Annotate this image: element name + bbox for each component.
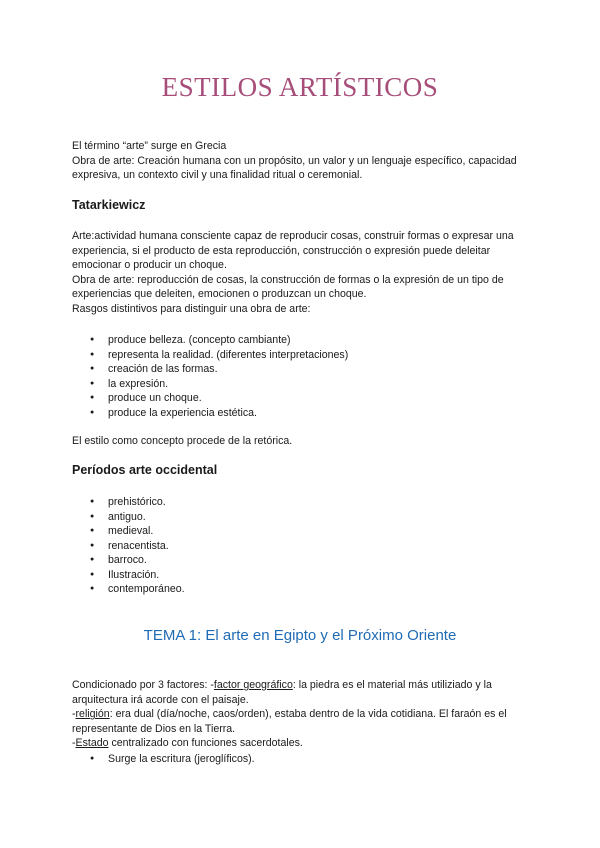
art-definition: Arte:actividad humana consciente capaz de reproducir cosas, construir formas o expresar una experiencia, si el producto de esta reproducción, construcción o expresión puede deleitar emocionar o producir un choque. [72, 230, 514, 272]
list-item: ● produce un choque. [72, 391, 348, 406]
estado-paragraph [72, 736, 532, 751]
text-span: centralizado con funciones sacerdotales. [108, 737, 303, 750]
estilo-text: El estilo como concepto procede de la retórica. [72, 435, 293, 447]
list-item: ● la expresión. [72, 377, 348, 392]
rasgos-intro: Rasgos distintivos para distinguir una obra de arte: [72, 302, 311, 315]
tatarkiewicz-heading: Tatarkiewicz [72, 198, 146, 212]
text-span: - [72, 737, 76, 750]
list-item: ● Surge la escritura (jeroglíficos). [72, 752, 255, 767]
intro-line: El término “arte” surge en Grecia [72, 140, 227, 152]
text-span: Condicionado por 3 factores: - [72, 679, 214, 691]
list-item: ● creación de las formas. [72, 362, 348, 377]
tema1-block [72, 678, 532, 751]
factor-geografico-paragraph [72, 678, 532, 707]
text-span: : era dual (día/noche, caos/orden), estaba dentro de la vida cotidiana. El faraón es el representante de Dios en la Tierra. [72, 708, 507, 735]
list-item: ● prehistórico. [72, 495, 185, 510]
intro-definition: Obra de arte: Creación humana con un propósito, un valor y un lenguaje específico, capacidad expresiva, un contexto civil y una finalidad ritual o ceremonial. [72, 154, 517, 182]
list-item: ● produce la experiencia estética. [72, 406, 348, 421]
tema1-heading: TEMA 1: El arte en Egipto y el Próximo Oriente [143, 627, 457, 644]
list-item: ● renacentista. [72, 539, 185, 554]
periodos-list [72, 495, 185, 597]
list-item: ● Ilustración. [72, 568, 185, 583]
list-item: ● antiguo. [72, 510, 185, 525]
tatarkiewicz-block [72, 229, 532, 317]
rasgos-list [72, 333, 348, 420]
periodos-heading: Períodos arte occidental [72, 463, 218, 477]
intro-block [72, 139, 532, 183]
estado-label: Estado [75, 737, 109, 750]
list-item: ● barroco. [72, 553, 185, 568]
list-item: ● contemporáneo. [72, 582, 185, 597]
estilo-block [72, 434, 532, 449]
factor-geografico-label: factor geográfico [213, 679, 293, 691]
religion-label: religión [75, 708, 110, 721]
list-item: ● produce belleza. (concepto cambiante) [72, 333, 348, 348]
artwork-definition: Obra de arte: reproducción de cosas, la construcción de formas o la expresión de un tipo de experiencias que deleiten, emocionen o produzcan un choque. [72, 273, 504, 301]
religion-paragraph [72, 707, 532, 736]
list-item: ● representa la realidad. (diferentes interpretaciones) [72, 348, 348, 363]
list-item: ● medieval. [72, 524, 185, 539]
text-span: : la piedra es el material más utiliziado y la arquitectura irá acorde con el paisaje. [72, 679, 492, 706]
page-title: ESTILOS ARTÍSTICOS [161, 72, 439, 102]
tema1-list [72, 752, 255, 767]
text-span: - [72, 708, 76, 721]
